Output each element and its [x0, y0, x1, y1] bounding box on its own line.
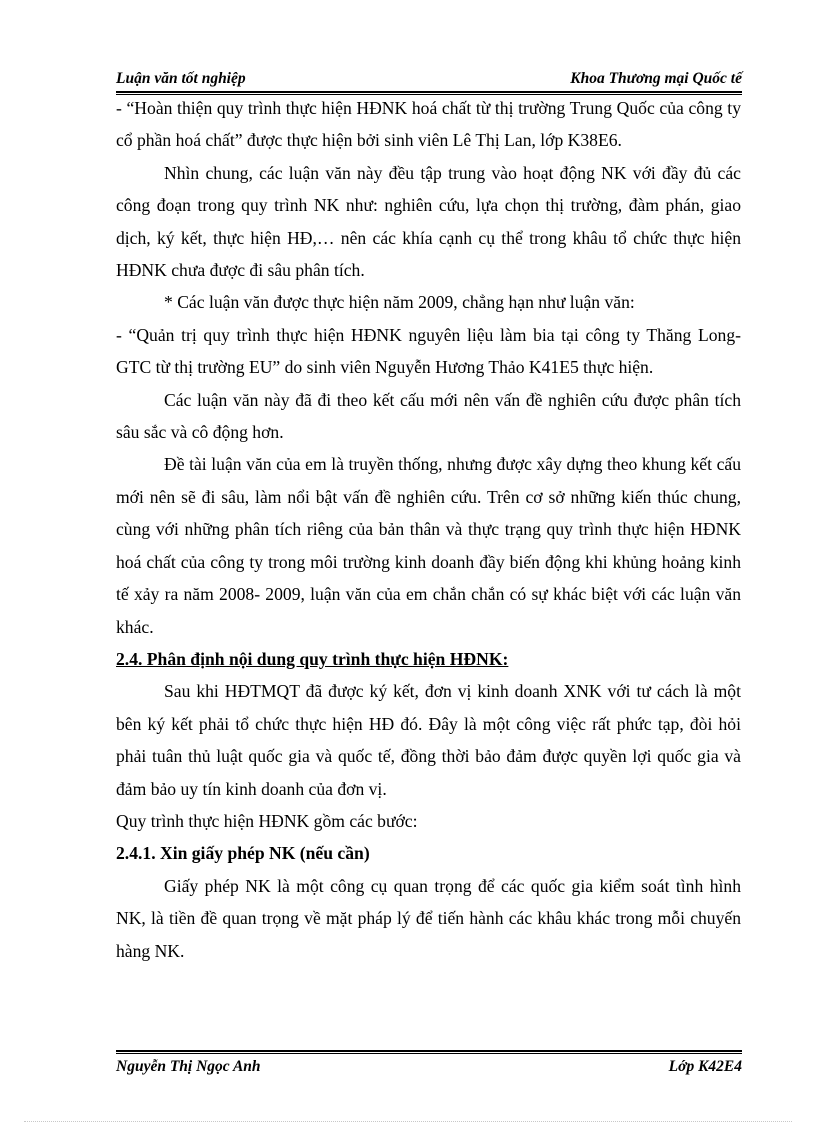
header-thesis-label: Luận văn tốt nghiệp	[116, 70, 246, 87]
paragraph-thesis-item-1: - “Hoàn thiện quy trình thực hiện HĐNK hoá chất từ thị trường Trung Quốc của công ty cổ phần hoá chất” được thực hiện bởi sinh viên Lê Thị Lan, lớp K38E6.	[116, 98, 741, 151]
paragraph-thesis-item-2: - “Quản trị quy trình thực hiện HĐNK nguyên liệu làm bia tại công ty Thăng Long- GTC từ thị trường EU” do sinh viên Nguyễn Hương Thảo K41E5 thực hiện.	[116, 324, 741, 378]
footer-class: Lớp K42E4	[668, 1058, 742, 1075]
footer-rule	[116, 1050, 742, 1054]
paragraph-process-steps: Quy trình thực hiện HĐNK gồm các bước:	[116, 810, 418, 831]
paragraph-summary: Nhìn chung, các luận văn này đều tập trung vào hoạt động NK với đầy đủ các công đoạn trong quy trình NK như: nghiên cứu, lựa chọn thị trường, đàm phán, giao dịch, ký kết, thực hiện HĐ,… nên các khía cạnh cụ thể trong khâu tổ chức thực hiện HĐNK chưa được đi sâu phân tích.	[116, 162, 741, 281]
page-edge-divider	[24, 1121, 792, 1122]
page-footer	[116, 1058, 742, 1080]
paragraph-contract-execution: Sau khi HĐTMQT đã được ký kết, đơn vị kinh doanh XNK với tư cách là một bên ký kết phải tổ chức thực hiện HĐ đó. Đây là một công việc rất phức tạp, đòi hỏi phải tuân thủ luật quốc gia và quốc tế, đồng thời bảo đảm được quyền lợi quốc gia và đảm bảo uy tín kinh doanh của đơn vị.	[116, 681, 741, 799]
page-header	[116, 70, 742, 92]
paragraph-2009-intro: * Các luận văn được thực hiện năm 2009, chẳng hạn như luận văn:	[164, 292, 635, 313]
section-heading-2-4-1: 2.4.1. Xin giấy phép NK (nếu cần)	[116, 843, 370, 864]
paragraph-own-thesis: Đề tài luận văn của em là truyền thống, nhưng được xây dựng theo khung kết cấu mới nên sẽ đi sâu, làm nổi bật vấn đề nghiên cứu. Trên cơ sở những kiến thúc chung, cùng với những phân tích riêng của bản thân và thực trạng quy trình thực hiện HĐNK hoá chất của công ty trong môi trường kinh doanh đầy biến động khi khủng hoảng kinh tế xảy ra năm 2008- 2009, luận văn của em chắn chắn có sự khác biệt với các luận văn khác.	[116, 454, 741, 637]
header-faculty-label: Khoa Thương mại Quốc tế	[570, 70, 742, 87]
paragraph-new-structure: Các luận văn này đã đi theo kết cấu mới nên vấn đề nghiên cứu được phân tích sâu sắc và cô động hơn.	[116, 389, 741, 443]
paragraph-import-license: Giấy phép NK là một công cụ quan trọng để các quốc gia kiểm soát tình hình NK, là tiền đề quan trọng về mặt pháp lý để tiến hành các khâu khác trong mỗi chuyến hàng NK.	[116, 875, 741, 961]
footer-author: Nguyễn Thị Ngọc Anh	[116, 1058, 261, 1075]
page-body	[116, 92, 741, 967]
section-heading-2-4: 2.4. Phân định nội dung quy trình thực hiện HĐNK:	[116, 648, 509, 669]
